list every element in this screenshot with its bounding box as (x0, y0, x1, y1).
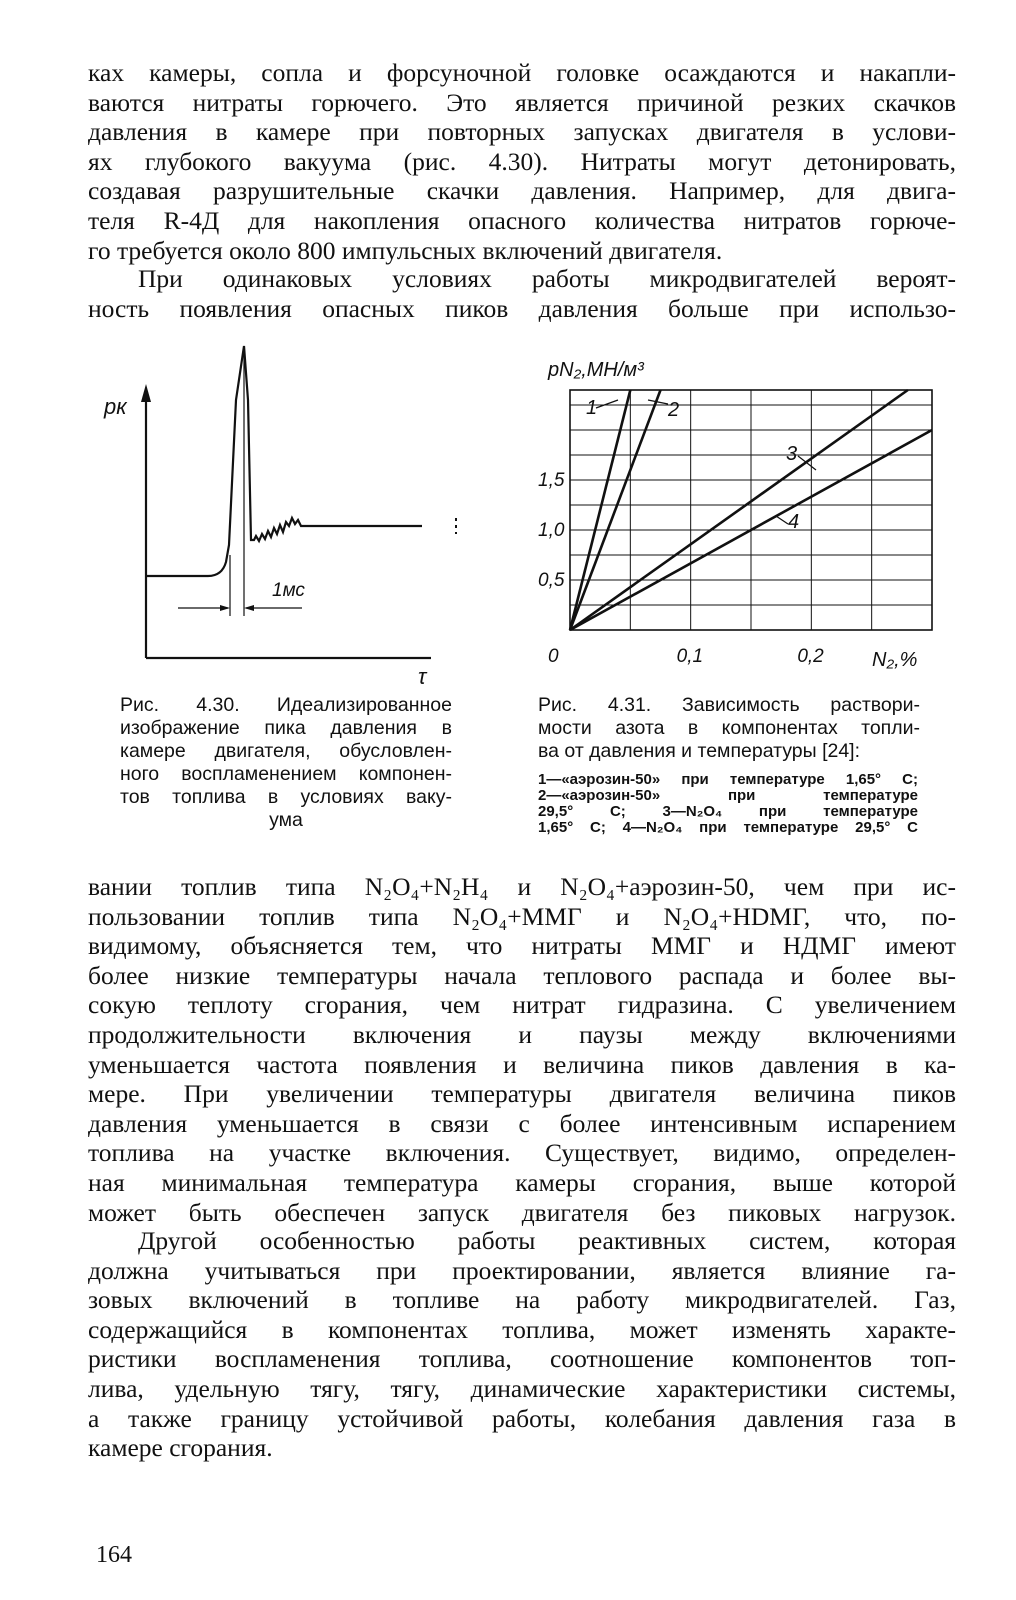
text-line: может быть обеспечен запуск двигателя без пиковых нагрузок. (88, 1197, 956, 1227)
figure-4-31-chart (520, 340, 960, 680)
text-line: вании топлив типа N₂O₄+N₂H₄ и N₂O₄+аэрозин-50, чем при ис- (88, 872, 956, 901)
text-line: а также границу устойчивой работы, колебания давления газа в (88, 1403, 956, 1433)
paragraph-3 (88, 872, 956, 1227)
text-line: го требуется около 800 импульсных включений двигателя. (88, 235, 723, 265)
text-line: Другой особенностью работы реактивных систем, которая (138, 1226, 956, 1255)
text-line: лива, удельную тягу, тягу, динамические характеристики системы, (88, 1373, 956, 1403)
text-line: ях глубокого вакуума (рис. 4.30). Нитраты могут детонировать, (88, 146, 956, 176)
text-line: ваются нитраты горючего. Это является причиной резких скачков (88, 87, 956, 117)
text-line: зовых включений в топливе на работу микродвигателей. Газ, (88, 1285, 956, 1315)
text-line: пользовании топлив типа N₂O₄+ММГ и N₂O₄+НDМГ, что, по- (88, 901, 956, 931)
text-line: содержащийся в компонентах топлива, может изменять характе- (88, 1314, 956, 1344)
figure-4-31-caption (538, 694, 920, 763)
y-tick-label: 1,5 (538, 470, 565, 491)
text-line: камере сгорания. (88, 1433, 273, 1463)
caption-line: Рис. 4.31. Зависимость раствори- (538, 694, 920, 716)
curve-label-3: 3 (786, 443, 798, 465)
text-line: должна учитываться при проектировании, является влияние га- (88, 1255, 956, 1285)
caption-line: тов топлива в условиях ваку- (120, 786, 452, 808)
interval-label: 1мс (272, 580, 305, 601)
paragraph-2 (88, 264, 956, 323)
y-tick-label: 1,0 (538, 520, 565, 541)
text-line: При одинаковых условиях работы микродвигателей вероят- (138, 264, 956, 293)
legend-line: 2—«аэрозин-50» при температуре (538, 787, 918, 804)
y-tick-label: 0,5 (538, 570, 565, 591)
figure-4-31-legend (538, 772, 918, 836)
legend-line: 1,65° С; 4—N₂O₄ при температуре 29,5° С (538, 819, 918, 836)
series-line-2 (570, 390, 661, 630)
caption-line: ного воспламенением компонен- (120, 763, 452, 785)
text-line: видимому, объясняется тем, что нитраты ММГ и НДМГ имеют (88, 931, 956, 961)
caption-line: камере двигателя, обусловлен- (120, 740, 452, 762)
x-tick-label: 0,1 (676, 646, 704, 667)
curve-label-1: 1 (586, 397, 598, 419)
text-line: более низкие температуры начала теплового распада и более вы- (88, 960, 956, 990)
x-tick-label: 0 (548, 646, 559, 667)
caption-line: Рис. 4.30. Идеализированное (120, 694, 452, 716)
legend-line: 1—«аэрозин-50» при температуре 1,65° С; (538, 771, 918, 788)
x-tick-label: 0,2 (797, 646, 824, 667)
text-line: мере. При увеличении температуры двигателя величина пиков (88, 1079, 956, 1109)
x-axis-label: τ (418, 664, 427, 689)
text-line: создавая разрушительные скачки давления. Например, для двига- (88, 176, 956, 206)
text-line: давления уменьшается в связи с более интенсивным испарением (88, 1108, 956, 1138)
curve-label-2: 2 (668, 399, 680, 421)
text-line: ках камеры, сопла и форсуночной головке осаждаются и накапли- (88, 58, 956, 87)
figure-4-30-pressure-peak (96, 340, 476, 690)
curve-label-4: 4 (788, 511, 800, 533)
text-line: продолжительности включения и паузы между включениями (88, 1019, 956, 1049)
paragraph-4 (88, 1226, 956, 1463)
text-line: сокую теплоту сгорания, чем нитрат гидразина. С увеличением (88, 990, 956, 1020)
text-line: топлива на участке включения. Существует, видимо, определен- (88, 1138, 956, 1168)
figure-4-30-caption (120, 694, 452, 832)
text-line: ристики воспламенения топлива, соотношение компонентов топ- (88, 1344, 956, 1374)
chart-y-label: pN₂,МН/м³ (548, 359, 644, 381)
text-line: уменьшается частота появления и величина пиков давления в ка- (88, 1049, 956, 1079)
legend-line: 29,5° С; 3—N₂O₄ при температуре (538, 803, 918, 820)
y-axis-label: pк (104, 394, 127, 419)
caption-line: мости азота в компонентах топли- (538, 717, 920, 739)
text-line: ность появления опасных пиков давления больше при использо- (88, 293, 956, 323)
caption-line: изображение пика давления в (120, 717, 452, 739)
caption-line: ва от давления и температуры [24]: (538, 740, 861, 762)
caption-line: ума (269, 809, 303, 831)
page-number: 164 (96, 1542, 132, 1568)
chart-x-label: N₂,% (872, 649, 918, 671)
text-line: теля R-4Д для накопления опасного количества нитратов горюче- (88, 205, 956, 235)
text-line: ная минимальная температура камеры сгорания, выше которой (88, 1167, 956, 1197)
text-line: давления в камере при повторных запусках двигателя в услови- (88, 117, 956, 147)
paragraph-1 (88, 58, 956, 265)
